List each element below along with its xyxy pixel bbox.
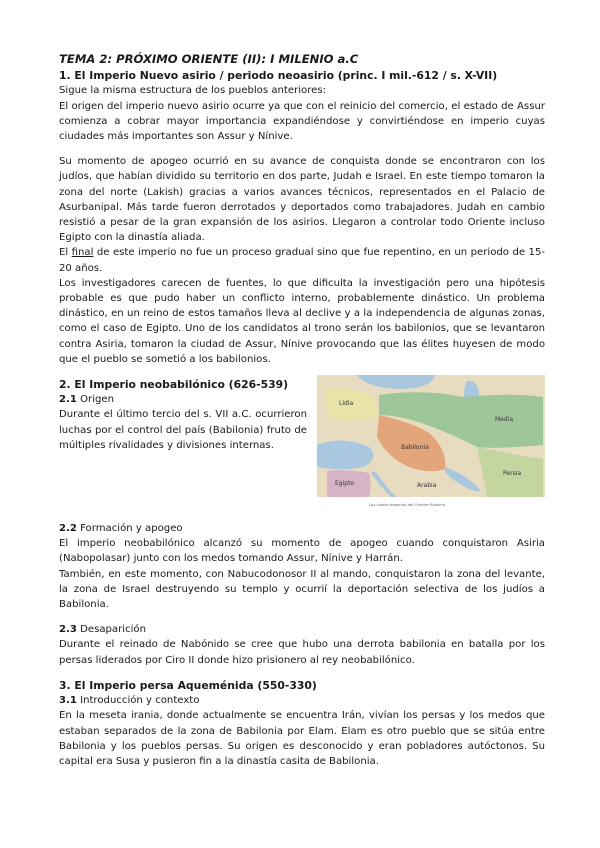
paragraph: Durante el último tercio del s. VII a.C. ocurrieron luchas por el control del país (Babilonia) fruto de múltiples rivalidades y divisiones internas. — [59, 409, 307, 451]
map-label: Babilonia — [401, 444, 429, 452]
subsection-3-1-heading: 3.1 Introducción y contexto — [59, 695, 200, 707]
map-label: Media — [495, 416, 514, 424]
paragraph: También, en este momento, con Nabucodonosor II al mando, conquistaron la zona del levante, la zona de Israel destruyendo su templo y ocurrií la deportación selectiva de los judíos a Babilonia. — [59, 568, 545, 611]
paragraph: El imperio neobabilónico alcanzó su momento de apogeo cuando conquistaron Asiria (Nabopolasar) junto con los medos tomando Assur, Nínive y Harrán. — [59, 538, 545, 565]
paragraph: El origen del imperio nuevo asirio ocurre ya que con el reinicio del comercio, el estado de Assur comienza a cobrar mayor importancia expandiéndose y convirtiéndose en imperio cuyas ciudades más importantes son Assur y Nínive. — [59, 100, 545, 143]
subsection-2-1-heading: 2.1 Origen — [59, 394, 115, 406]
paragraph: En la meseta irania, donde actualmente se encuentra Irán, vivían los persas y los medos que estaban separados de la zona de Babilonia por Elam. Elam es otro pueblo que se sitúa entre Babilonia y los pueblos persas. Su origen es desconocido y eran pobladores autóctonos. Su capital era Susa y pusieron fin a la dinastía casita de Babilonia. — [59, 710, 545, 767]
subsection-2-3-heading: 2.3 Desaparición — [59, 624, 146, 636]
section-1-heading: 1. El Imperio Nuevo asirio / periodo neoasirio (princ. I mil.-612 / s. X-VII) — [59, 69, 498, 83]
map-label: Arabia — [417, 482, 437, 490]
paragraph: Sigue la misma estructura de los pueblos anteriores: — [59, 85, 326, 97]
subsection-2-2-heading: 2.2 Formación y apogeo — [59, 523, 183, 535]
ancient-near-east-map — [317, 375, 545, 515]
document-page — [59, 52, 545, 769]
paragraph: Durante el reinado de Nabónido se cree que hubo una derrota babilonia en batalla por los persas liderados por Ciro II donde hizo prisionero al rey neobabilónico. — [59, 639, 545, 666]
paragraph: Los investigadores carecen de fuentes, lo que dificulta la investigación pero una hipótesis probable es que pudo haber un conflicto interno, probablemente dinástico. Un problema dinástico, en un reino de estos tamaños lleva al declive y a la independencia de algunas zonas, como el caso de Egipto. Uno de los candidatos al trono serán los babilonios, que se levantaron contra Asiria, tomaron la ciudad de Assur, Nínive provocando que las élites huyesen de modo que el pueblo se sometió a los babilonios. — [59, 277, 545, 365]
underlined-word: final — [71, 247, 94, 259]
document-title: TEMA 2: PRÓXIMO ORIENTE (II): I MILENIO a.C — [59, 52, 359, 66]
map-label: Egipto — [335, 480, 355, 488]
map-label: Persia — [503, 470, 522, 478]
section-2-heading: 2. El Imperio neobabilónico (626-539) — [59, 378, 289, 392]
paragraph: El final de este imperio no fue un proceso gradual sino que fue repentino, en un periodo de 15-20 años. — [59, 247, 546, 274]
map-caption: Los cuatro imperios del Oriente Próximo — [369, 502, 446, 508]
paragraph: Su momento de apogeo ocurrió en su avance de conquista donde se encontraron con los judíos, que habían dividido su territorio en dos parte, Judah e Israel. En este tiempo tomaron la zona del norte (Lakish) gracias a varios avances técnicos, representados en el Palacio de Asurbanipal. Más tarde fueron derrotados y deportados como trabajadores. Judah en cambio resistió a pesar de la gran expansión de los asirios. Llegaron a controlar todo Oriente incluso Egipto con la dinastía aliada. — [59, 156, 545, 244]
map-label: Lidia — [339, 400, 354, 408]
section-3-heading: 3. El Imperio persa Aqueménida (550-330) — [59, 678, 317, 692]
